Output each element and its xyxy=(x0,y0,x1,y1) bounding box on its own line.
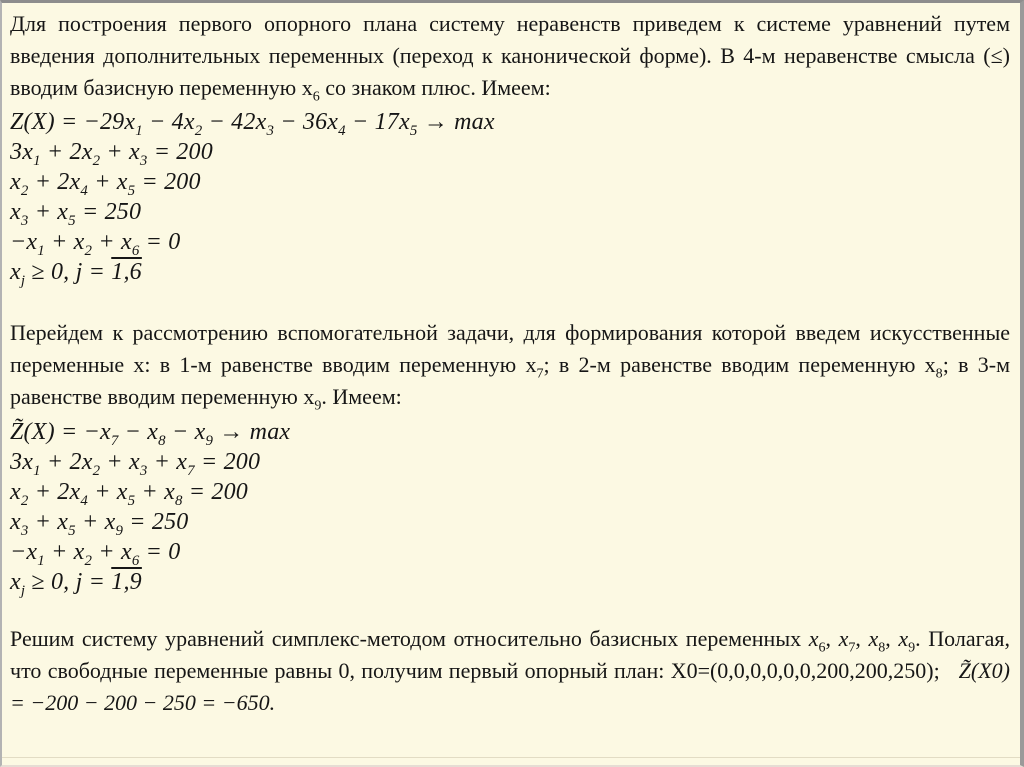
paragraph-canonical-form: Для построения первого опорного плана систему неравенств приведем к системе уравнений путем введения дополнительных переменных (переход к канонической форме). В 4-м неравенстве смысла (≤) вводим базисную переменную $x_6$ со знаком плюс. Имеем: xyxy=(10,11,1010,105)
equation-2-2: $x_2 + 2x_4 + x_5 + x_8 = 200$ xyxy=(10,479,248,509)
equation-1-1: $3x_1 + 2x_2 + x_3 = 200$ xyxy=(10,139,213,169)
equation-2-4: $-x_1 + x_2 + x_6 = 0$ xyxy=(10,539,181,569)
equation-system-2 xyxy=(10,417,1010,597)
nonnegativity-constraint-1: $x_j \ge 0$, j = 1,6 xyxy=(10,259,142,289)
page-bottom-edge xyxy=(2,757,1020,758)
equation-1-3: $x_3 + x_5 = 250$ xyxy=(10,199,142,229)
equation-2-3: $x_3 + x_5 + x_9 = 250$ xyxy=(10,509,189,539)
objective-function-1: $Z(X) = -29x_1 - 4x_2 - 42x_3 - 36x_4 - 17x_5 \to \max$ xyxy=(10,109,495,139)
nonnegativity-constraint-2: $x_j \ge 0$, j = 1,9 xyxy=(10,569,142,599)
equation-1-4: $-x_1 + x_2 + x_6 = 0$ xyxy=(10,229,181,259)
equation-1-2: $x_2 + 2x_4 + x_5 = 200$ xyxy=(10,169,201,199)
paragraph-auxiliary-task: Перейдем к рассмотрению вспомогательной задачи, для формирования которой введем искусственные переменные x: в 1-м равенстве вводим переменную $x_7$; в 2-м равенстве вводим переменную $x_8$; в 3-м равенстве вводим переменную $x_9$. Имеем: xyxy=(10,320,1010,414)
paragraph-simplex-solution: Решим систему уравнений симплекс-методом относительно базисных переменных $x_6$, $x_7$, $x_8$, $x_9$. Полагая, что свободные переменные равны 0, получим первый опорный план: X0=(0,0,0,0,0,0,200,200,250); Z̃(X0) = −200 − 200 − 250 = −650. xyxy=(10,626,1010,715)
objective-function-2: Z̃(X) = $-x_7 - x_8 - x_9 \to \max$ xyxy=(10,419,291,449)
equation-2-1: $3x_1 + 2x_2 + x_3 + x_7 = 200$ xyxy=(10,449,261,479)
equation-system-1 xyxy=(10,107,1010,287)
